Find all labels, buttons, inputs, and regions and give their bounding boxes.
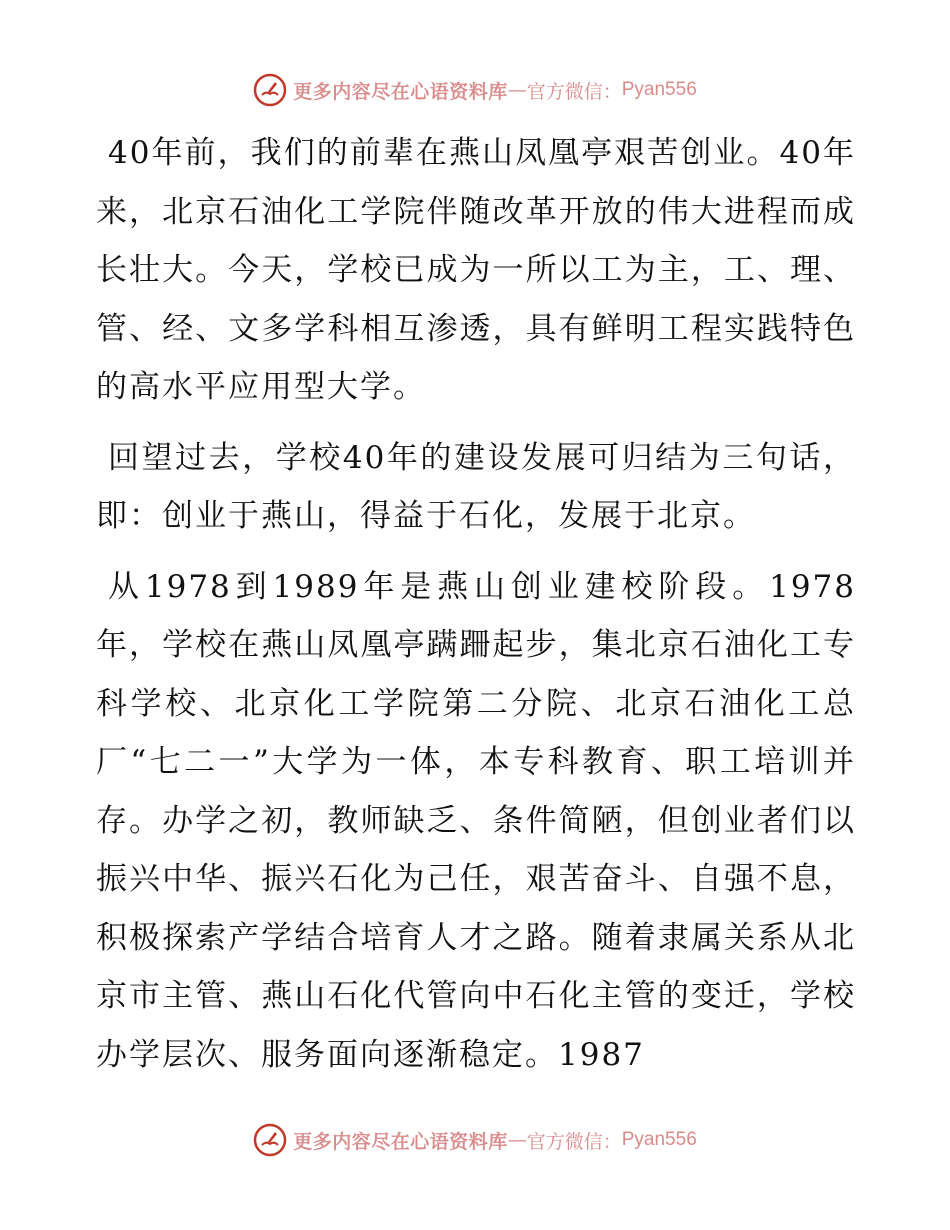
paragraph-history: 从1978到1989年是燕山创业建校阶段。1978年，学校在燕山凤凰亭蹒跚起步，集北京石油化工专科学校、北京化工学院第二分院、北京石油化工总厂“七二一”大学为一体，本专科教育、职工培训并存。办学之初，教师缺乏、条件简陋，但创业者们以振兴中华、振兴石化为己任，艰苦奋斗、自强不息，积极探索产学结合培育人才之路。随着隶属关系从北京市主管、燕山石化代管向中石化主管的变迁，学校办学层次、服务面向逐渐稳定。1987: [96, 568, 856, 1073]
header-banner: [0, 70, 950, 110]
paragraph-review: 回望过去，学校40年的建设发展可归结为三句话，即：创业于燕山，得益于石化，发展于北京。: [96, 439, 856, 534]
book-quill-logo-icon: [253, 1123, 287, 1157]
document-body: [96, 124, 856, 1096]
paragraph-intro: 40年前，我们的前辈在燕山凤凰亭艰苦创业。40年来，北京石油化工学院伴随改革开放的伟大进程而成长壮大。今天，学校已成为一所以工为主，工、理、管、经、文多学科相互渗透，具有鲜明工程实践特色的高水平应用型大学。: [96, 135, 856, 405]
footer-banner: [0, 1120, 950, 1160]
banner-official-label: 官方微信：: [526, 80, 622, 103]
banner-handle: Pyan556: [621, 79, 697, 100]
banner-title: 更多内容尽在心语资料库: [293, 80, 508, 103]
book-quill-logo-icon: [253, 73, 287, 107]
banner-dash: —: [507, 79, 527, 101]
banner-handle: Pyan556: [621, 1129, 697, 1150]
banner-official-label: 官方微信：: [526, 1130, 622, 1153]
banner-title: 更多内容尽在心语资料库: [293, 1130, 508, 1153]
banner-dash: —: [507, 1129, 527, 1151]
